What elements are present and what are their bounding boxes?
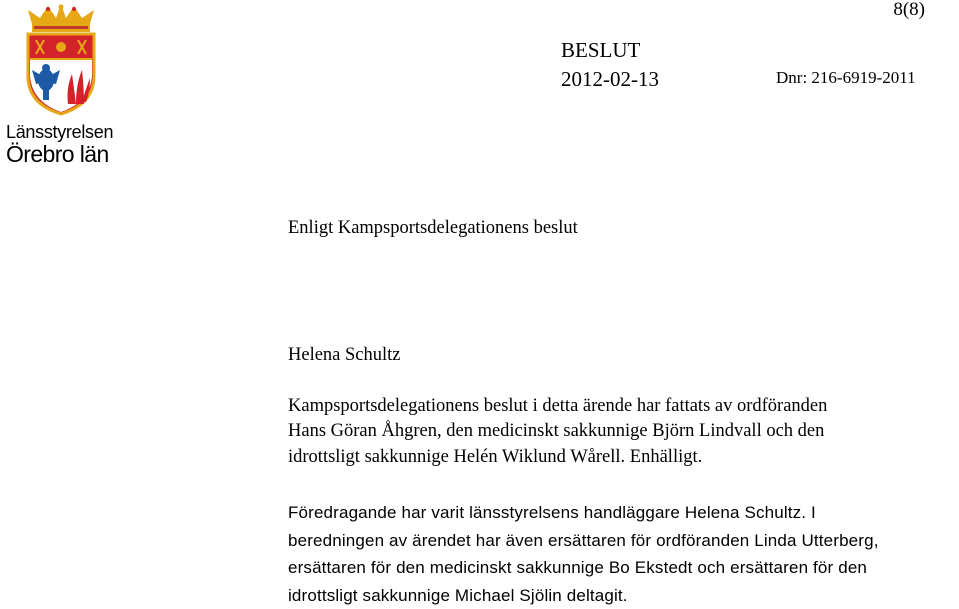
decision-statement: Enligt Kampsportsdelegationens beslut — [288, 216, 578, 241]
decision-makers-paragraph — [288, 394, 827, 470]
crown-icon — [28, 4, 94, 32]
paragraph-line: idrottsligt sakkunnige Michael Sjölin deltagit. — [288, 582, 879, 609]
document-date: 2012-02-13 — [561, 67, 659, 92]
document-type: BESLUT — [561, 38, 640, 63]
document-reference-number: Dnr: 216-6919-2011 — [776, 68, 916, 88]
coat-of-arms-icon — [22, 4, 100, 116]
page-number: 8(8) — [893, 0, 925, 21]
paragraph-line: idrottsligt sakkunnige Helén Wiklund Wårell. Enhälligt. — [288, 445, 827, 470]
organization-name: Länsstyrelsen — [6, 122, 113, 143]
paragraph-line: Kampsportsdelegationens beslut i detta ärende har fattats av ordföranden — [288, 394, 827, 419]
paragraph-line: ersättaren för den medicinskt sakkunnige Bo Ekstedt och ersättaren för den — [288, 554, 879, 582]
signatory-name: Helena Schultz — [288, 343, 401, 368]
paragraph-line: Hans Göran Åhgren, den medicinskt sakkunnige Björn Lindvall och den — [288, 419, 827, 444]
paragraph-line: Föredragande har varit länsstyrelsens handläggare Helena Schultz. I — [288, 499, 879, 527]
paragraph-line: beredningen av ärendet har även ersättaren för ordföranden Linda Utterberg, — [288, 527, 879, 555]
rapporteur-paragraph — [288, 499, 879, 609]
organization-region: Örebro län — [6, 141, 109, 168]
organization-logo — [6, 4, 118, 164]
